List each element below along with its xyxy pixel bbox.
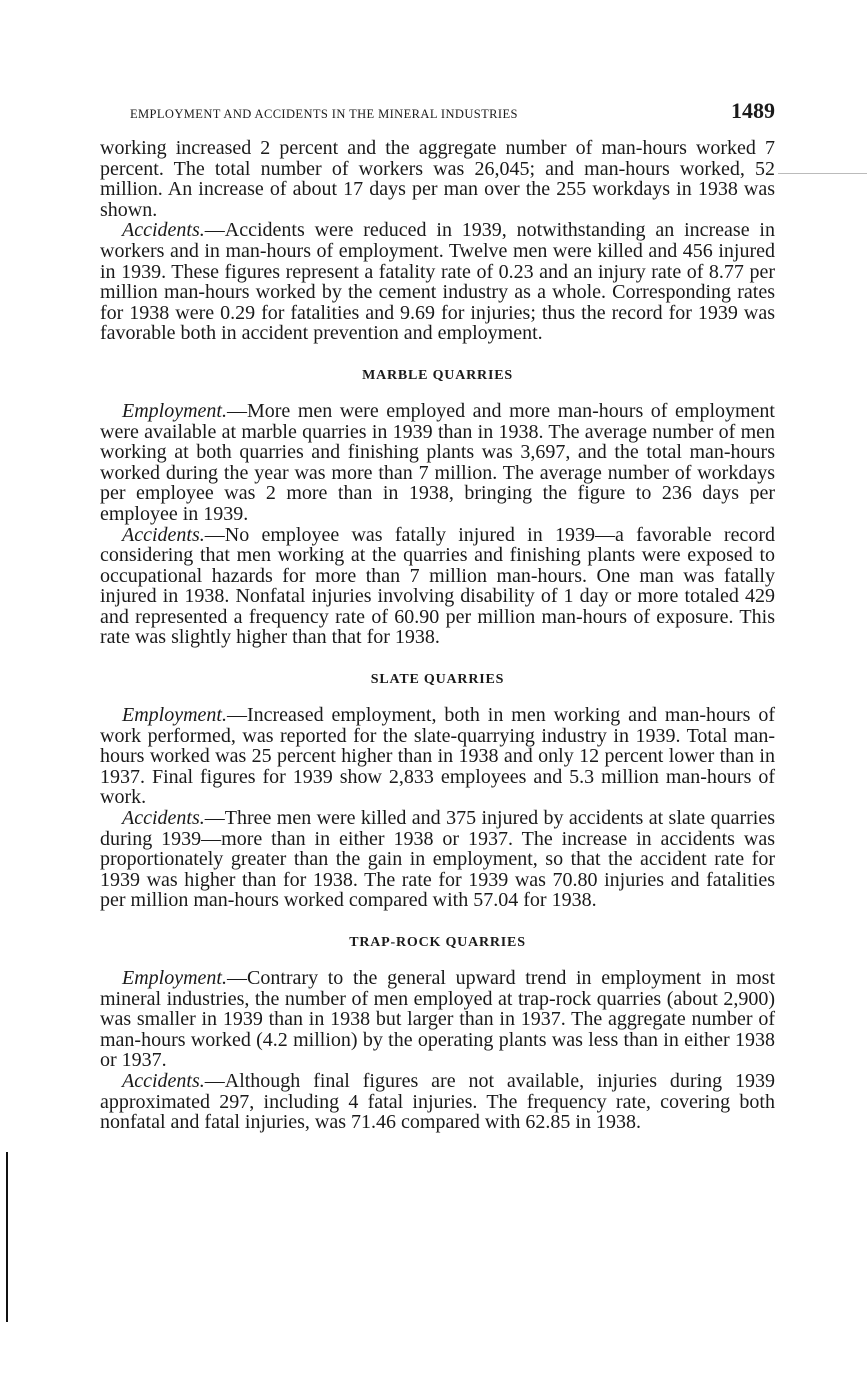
marble-employment-paragraph <box>100 401 775 525</box>
trap-rock-employment-paragraph <box>100 968 775 1071</box>
paragraph-text: —Although final figures are not available, injuries during 1939 approximated 297, including 4 fatal injuries. The frequency rate, covering both nonfatal and fatal injuries, was 71.46 compared with 62.85 in 1938. <box>100 1069 775 1134</box>
paragraph-lead: Employment. <box>122 704 227 727</box>
page-number: 1489 <box>731 98 775 123</box>
scan-mark <box>778 173 867 174</box>
paragraph-lead: Accidents. <box>122 1069 205 1092</box>
section-heading-slate: SLATE QUARRIES <box>370 672 505 688</box>
running-head <box>130 98 775 124</box>
slate-accidents-paragraph <box>100 808 775 911</box>
paragraph-text: —Increased employment, both in men working and man-hours of work performed, was reported for the slate-quarrying industry in 1939. Total man-hours worked was 25 percent higher than in 1938 and only 12 percent lower than in 1937. Final figures for 1939 show 2,833 employees and 5.3 million man-hours of work. <box>100 704 775 809</box>
paragraph-lead: Employment. <box>122 967 227 989</box>
paragraph-text: —Three men were killed and 375 injured by accidents at slate quarries during 1939—more than in either 1938 or 1937. The increase in accidents was proportionately greater than the gain in employment, so that the accident rate for 1939 was higher than for 1938. The rate for 1939 was 70.80 injuries and fatalities per million man-hours worked compared with 57.04 for 1938. <box>100 807 775 912</box>
slate-employment-paragraph <box>100 705 775 808</box>
paragraph-text: —More men were employed and more man-hours of employment were available at marble quarries in 1939 than in 1938. The average number of men working at both quarries and finishing plants was 3,697, and the total man-hours worked during the year was more than 7 million. The average number of workdays per employee was 2 more than in 1938, bringing the figure to 236 days per employee in 1939. <box>100 399 775 525</box>
continued-paragraph: working increased 2 percent and the aggregate number of man-hours worked 7 percent. The total number of workers was 26,045; and man-hours worked, 52 million. An increase of about 17 days per man over the 255 workdays in 1938 was shown. <box>100 137 775 221</box>
paragraph-lead: Accidents. <box>122 523 205 546</box>
running-title: EMPLOYMENT AND ACCIDENTS IN THE MINERAL INDUSTRIES <box>130 107 518 121</box>
cement-accidents-paragraph <box>100 220 775 344</box>
paragraph-text: —Accidents were reduced in 1939, notwithstanding an increase in workers and in man-hours of employment. Twelve men were killed and 456 injured in 1939. These figures represent a fatality rate of 0.23 and an injury rate of 8.77 per million man-hours worked by the cement industry as a whole. Corresponding rates for 1938 were 0.29 for fatalities and 9.69 for injuries; thus the record for 1939 was favorable both in accident prevention and employment. <box>100 219 775 345</box>
body-text <box>100 138 775 1133</box>
paragraph-lead: Accidents. <box>122 807 205 830</box>
section-heading-marble: MARBLE QUARRIES <box>362 367 513 383</box>
trap-rock-accidents-paragraph <box>100 1071 775 1133</box>
marble-accidents-paragraph <box>100 525 775 649</box>
paragraph-text: —No employee was fatally injured in 1939—a favorable record considering that men working at the quarries and finishing plants were exposed to occupational hazards for more than 7 million man-hours. One man was fatally injured in 1938. Nonfatal injuries involving disability of 1 day or more totaled 429 and represented a frequency rate of 60.90 per million man-hours of exposure. This rate was slightly higher than that for 1938. <box>100 523 775 649</box>
margin-rule <box>6 1152 8 1322</box>
paragraph-lead: Employment. <box>122 399 227 422</box>
paragraph-text: —Contrary to the general upward trend in employment in most mineral industries, the number of men employed at trap-rock quarries (about 2,900) was smaller in 1939 than in 1938 but larger than in 1937. The aggregate number of man-hours worked (4.2 million) by the operating plants was less than in either 1938 or 1937. <box>100 967 775 1072</box>
section-heading-trap-rock: TRAP-ROCK QUARRIES <box>349 935 526 950</box>
paragraph-lead: Accidents. <box>122 219 205 242</box>
